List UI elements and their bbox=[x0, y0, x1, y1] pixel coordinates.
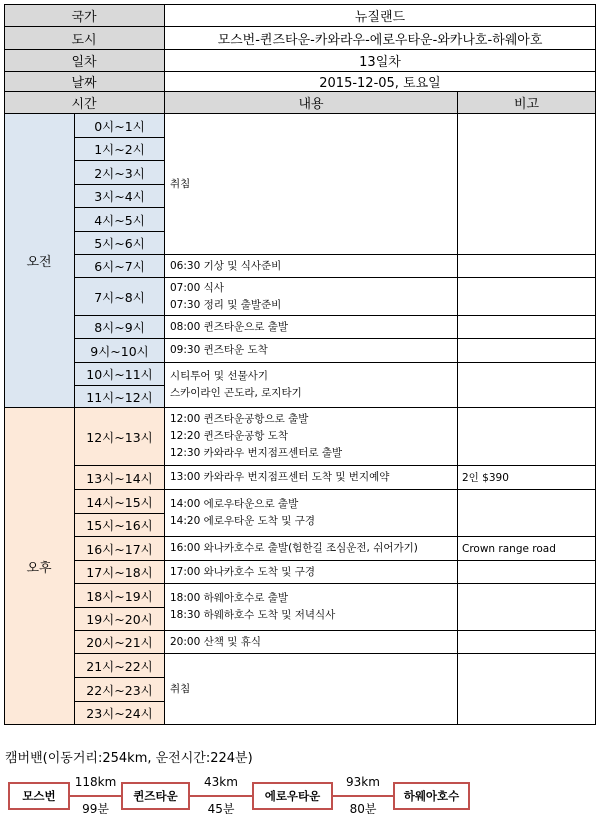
schedule-line: 12:20 퀸즈타운공항 도착 bbox=[170, 430, 289, 442]
schedule-line: 08:00 퀸즈타운으로 출발 bbox=[170, 320, 289, 333]
schedule-line: 09:30 퀸즈타운 도착 bbox=[170, 344, 268, 356]
time-slot: 13시~14시 bbox=[75, 466, 165, 490]
schedule-note bbox=[458, 255, 596, 278]
schedule-line: 06:30 기상 및 식사준비 bbox=[170, 259, 282, 272]
schedule-line: 취침 bbox=[170, 177, 191, 190]
time-slot: 22시~23시 bbox=[75, 678, 165, 702]
time-slot: 19시~20시 bbox=[75, 608, 165, 631]
schedule-note bbox=[458, 339, 596, 363]
schedule-line: 13:00 카와라우 번지점프센터 도착 및 번지예약 bbox=[170, 471, 390, 483]
schedule-note bbox=[458, 490, 596, 537]
schedule-line: 14:00 에로우타운으로 출발 bbox=[170, 498, 299, 510]
time-slot: 6시~7시 bbox=[75, 255, 165, 278]
header-value: 2015-12-05, 토요일 bbox=[165, 72, 596, 92]
leg-distance: 93km bbox=[346, 775, 380, 789]
schedule-line: 20:00 산책 및 휴식 bbox=[170, 635, 261, 648]
leg-time: 99분 bbox=[82, 802, 109, 816]
schedule-content bbox=[165, 408, 458, 466]
time-slot: 7시~8시 bbox=[75, 278, 165, 316]
schedule-note bbox=[458, 654, 596, 725]
time-slot: 14시~15시 bbox=[75, 490, 165, 514]
time-slot: 16시~17시 bbox=[75, 537, 165, 561]
leg-time: 45분 bbox=[207, 802, 235, 816]
header-value: 뉴질랜드 bbox=[165, 4, 596, 27]
route-connector bbox=[188, 795, 254, 797]
schedule-content bbox=[165, 316, 458, 339]
schedule-content bbox=[165, 537, 458, 561]
schedule-note bbox=[458, 584, 596, 631]
column-header-note: 비고 bbox=[458, 92, 596, 114]
leg-time: 80분 bbox=[349, 802, 377, 816]
route-stop: 에로우타운 bbox=[252, 782, 333, 810]
schedule-note: Crown range road bbox=[458, 537, 596, 561]
schedule-line: 취침 bbox=[170, 682, 191, 695]
schedule-line: 18:00 하웨아호수로 출발 bbox=[170, 592, 289, 604]
time-slot: 23시~24시 bbox=[75, 702, 165, 725]
schedule-note: 2인 $390 bbox=[458, 466, 596, 490]
time-slot: 21시~22시 bbox=[75, 654, 165, 678]
time-slot: 18시~19시 bbox=[75, 584, 165, 608]
header-label: 일차 bbox=[4, 50, 165, 72]
schedule-note bbox=[458, 114, 596, 255]
column-header-time: 시간 bbox=[4, 92, 165, 114]
route-connector bbox=[68, 795, 123, 797]
header-label: 날짜 bbox=[4, 72, 165, 92]
schedule-line: 시티투어 및 선물사기 bbox=[170, 370, 268, 382]
header-label: 도시 bbox=[4, 27, 165, 50]
time-slot: 4시~5시 bbox=[75, 208, 165, 232]
schedule-line: 스카이라인 곤도라, 로지타기 bbox=[170, 387, 302, 399]
schedule-content bbox=[165, 363, 458, 408]
time-slot: 9시~10시 bbox=[75, 339, 165, 363]
route-stop: 모스번 bbox=[8, 782, 70, 810]
schedule-line: 12:30 카와라우 번지점프센터로 출발 bbox=[170, 447, 343, 459]
schedule-content bbox=[165, 466, 458, 490]
schedule-line: 07:30 정리 및 출발준비 bbox=[170, 298, 282, 311]
time-slot: 10시~11시 bbox=[75, 363, 165, 386]
schedule-content bbox=[165, 278, 458, 316]
leg-distance: 118km bbox=[74, 775, 117, 789]
schedule-content bbox=[165, 654, 458, 725]
period-am: 오전 bbox=[4, 114, 75, 408]
time-slot: 15시~16시 bbox=[75, 514, 165, 537]
travel-summary: 캠버밴(이동거리:254km, 운전시간:224분) bbox=[5, 751, 253, 766]
route-connector bbox=[331, 795, 395, 797]
schedule-line: 16:00 와나카호수로 출발(험한길 조심운전, 쉬어가기) bbox=[170, 542, 418, 554]
schedule-note bbox=[458, 631, 596, 654]
schedule-content bbox=[165, 584, 458, 631]
time-slot: 3시~4시 bbox=[75, 185, 165, 208]
time-slot: 2시~3시 bbox=[75, 161, 165, 185]
schedule-line: 17:00 와나카호수 도착 및 구경 bbox=[170, 565, 316, 578]
schedule-content bbox=[165, 631, 458, 654]
time-slot: 20시~21시 bbox=[75, 631, 165, 654]
time-slot: 0시~1시 bbox=[75, 114, 165, 138]
schedule-content bbox=[165, 339, 458, 363]
schedule-line: 18:30 하웨하호수 도착 및 저녁식사 bbox=[170, 609, 336, 621]
time-slot: 1시~2시 bbox=[75, 138, 165, 161]
header-label: 국가 bbox=[4, 4, 165, 27]
schedule-note bbox=[458, 278, 596, 316]
schedule-line: 12:00 퀸즈타운공항으로 출발 bbox=[170, 413, 309, 425]
column-header-content: 내용 bbox=[165, 92, 458, 114]
schedule-content bbox=[165, 114, 458, 255]
schedule-note bbox=[458, 561, 596, 584]
time-slot: 8시~9시 bbox=[75, 316, 165, 339]
schedule-note bbox=[458, 363, 596, 408]
time-slot: 5시~6시 bbox=[75, 232, 165, 255]
schedule-content bbox=[165, 255, 458, 278]
header-value: 모스번-퀸즈타운-카와라우-에로우타운-와카나호-하웨아호 bbox=[165, 27, 596, 50]
route-stop: 퀸즈타운 bbox=[121, 782, 190, 810]
schedule-line: 07:00 식사 bbox=[170, 281, 224, 294]
period-pm: 오후 bbox=[4, 408, 75, 725]
schedule-content bbox=[165, 561, 458, 584]
schedule-content bbox=[165, 490, 458, 537]
schedule-note bbox=[458, 316, 596, 339]
leg-distance: 43km bbox=[204, 775, 238, 789]
schedule-note bbox=[458, 408, 596, 466]
time-slot: 12시~13시 bbox=[75, 408, 165, 466]
time-slot: 17시~18시 bbox=[75, 561, 165, 584]
time-slot: 11시~12시 bbox=[75, 386, 165, 408]
route-stop: 하웨아호수 bbox=[393, 782, 470, 810]
header-value: 13일차 bbox=[165, 50, 596, 72]
schedule-line: 14:20 에로우타운 도착 및 구경 bbox=[170, 515, 316, 527]
